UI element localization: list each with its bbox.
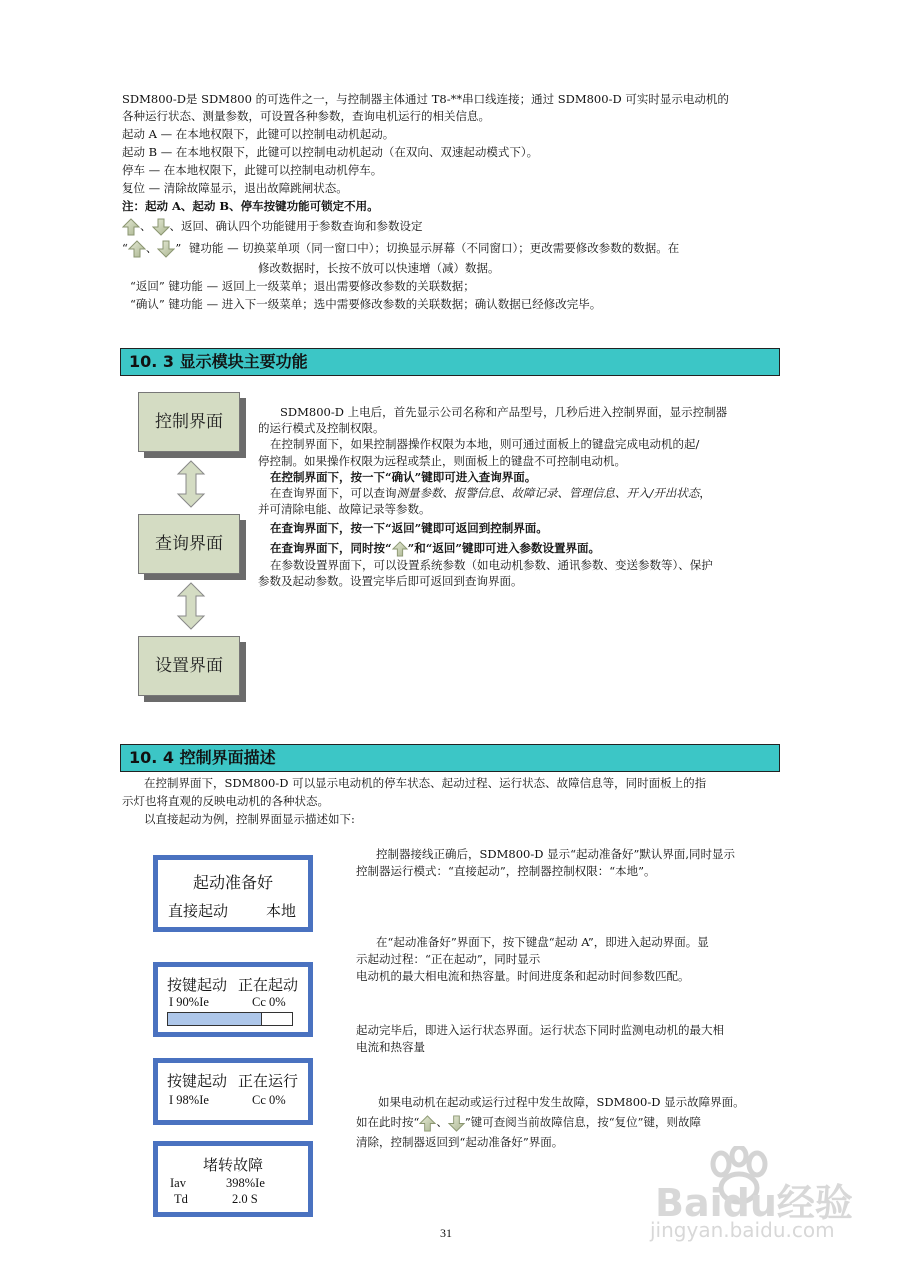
p2a: 在控制界面下，如果控制器操作权限为本地，则可通过面板上的键盘完成电动机的起/ bbox=[270, 437, 700, 452]
p4-pre: 在查询界面下，可以查询 bbox=[270, 486, 397, 501]
desc-fault bbox=[356, 1092, 796, 1152]
intro-reset: 复位 — 清除故障显示，退出故障跳闸状态。 bbox=[122, 181, 348, 195]
lcd-running-screen bbox=[153, 1058, 313, 1125]
keys-line bbox=[122, 218, 423, 236]
section-10-4-intro-1: 在控制界面下，SDM800-D 可以显示电动机的停车状态、起动过程、运行状态、故障信息等，同时面板上的指 bbox=[144, 776, 707, 790]
d2a: 在“起动准备好”界面下，按下键盘“起动 A”，即进入起动界面。显 bbox=[376, 935, 709, 949]
keys-sep: 、 bbox=[140, 219, 152, 233]
lcd-ready-screen bbox=[153, 855, 313, 932]
p6-pre: 在查询界面下，同时按“ bbox=[270, 540, 392, 555]
progress-fill bbox=[168, 1013, 262, 1025]
d2c: 电动机的最大相电流和热容量。时间进度条和起动时间参数匹配。 bbox=[356, 969, 690, 983]
lcd-thermal: Cc 0% bbox=[252, 1093, 286, 1107]
p3: 在控制界面下，按一下“确认”键即可进入查询界面。 bbox=[270, 469, 537, 484]
section-10-4-intro-2: 示灯也将直观的反映电动机的各种状态。 bbox=[122, 794, 329, 808]
lcd-fault-screen bbox=[153, 1141, 313, 1217]
d4c: 清除，控制器返回到“起动准备好”界面。 bbox=[356, 1135, 564, 1149]
p7a: 在参数设置界面下，可以设置系统参数（如电动机参数、通讯参数、变送参数等）、保护 bbox=[270, 557, 713, 572]
double-arrow-icon bbox=[176, 460, 206, 508]
p4-post: ， bbox=[699, 486, 711, 501]
lcd-fault-title: 堵转故障 bbox=[202, 1158, 263, 1174]
p6 bbox=[258, 540, 794, 557]
desc-running bbox=[356, 1022, 796, 1056]
up-arrow-icon bbox=[122, 218, 140, 236]
intro-start-a: 起动 A — 在本地权限下，此键可以控制电动机起动。 bbox=[122, 127, 395, 141]
d3a: 起动完毕后，即进入运行状态界面。运行状态下同时监测电动机的最大相 bbox=[356, 1023, 724, 1037]
lcd-current: I 90%Ie bbox=[169, 995, 209, 1009]
desc-ready bbox=[356, 846, 796, 880]
lcd-td-value: 2.0 S bbox=[232, 1192, 258, 1206]
double-arrow-icon bbox=[176, 582, 206, 630]
d1b: 控制器运行模式：“直接起动”，控制器控制权限：“本地”。 bbox=[356, 864, 656, 878]
d3b: 电流和热容量 bbox=[356, 1040, 425, 1054]
p4b: 并可清除电能、故障记录等参数。 bbox=[258, 502, 431, 517]
p6-post: ”和“返回”键即可进入参数设置界面。 bbox=[407, 540, 600, 555]
lcd-mode: 直接起动 bbox=[168, 904, 229, 920]
lcd-starting-screen bbox=[153, 962, 313, 1037]
control-screen-box: 控制界面 bbox=[138, 392, 240, 452]
down-arrow-icon bbox=[152, 218, 170, 236]
p5: 在查询界面下，按一下“返回”键即可返回到控制界面。 bbox=[270, 521, 548, 536]
intro-stop: 停车 — 在本地权限下，此键可以控制电动机停车。 bbox=[122, 163, 383, 177]
arrow-func-line-2: 修改数据时，长按不放可以快速增（减）数据。 bbox=[258, 261, 500, 275]
desc-starting bbox=[356, 934, 796, 985]
d4b-pre: 如在此时按“ bbox=[356, 1115, 420, 1129]
arrow-func-text: 键功能 — 切换菜单项（同一窗口中）；切换显示屏幕（不同窗口）；更改需要修改参数的数据。在 bbox=[188, 241, 680, 255]
p4-items: 测量参数、报警信息、故障记录、管理信息、开入/开出状态 bbox=[396, 486, 700, 501]
settings-screen-box: 设置界面 bbox=[138, 636, 240, 696]
ok-key-line: “确认” 键功能 — 进入下一级菜单；选中需要修改参数的关联数据；确认数据已经修改完毕。 bbox=[130, 297, 602, 311]
d4b-sep: 、 bbox=[436, 1115, 448, 1129]
quote-close: ” bbox=[175, 241, 182, 255]
d1a: 控制器接线正确后，SDM800-D 显示“起动准备好”默认界面,同时显示 bbox=[376, 847, 735, 861]
arrow-func-line bbox=[122, 240, 679, 258]
intro-line-1: SDM800-D是 SDM800 的可选件之一，与控制器主体通过 T8-**串口线连接；通过 SDM800-D 可实时显示电动机的 bbox=[122, 92, 729, 106]
down-arrow-icon bbox=[448, 1115, 465, 1132]
lcd-status: 正在运行 bbox=[238, 1074, 299, 1090]
intro-note: 注：起动 A、起动 B、停车按键功能可锁定不用。 bbox=[122, 199, 379, 213]
p2b: 停控制。如果操作权限为远程或禁止，则面板上的键盘不可控制电动机。 bbox=[258, 453, 626, 468]
up-arrow-icon bbox=[419, 1115, 436, 1132]
lcd-permission: 本地 bbox=[266, 904, 297, 920]
lcd-thermal: Cc 0% bbox=[252, 995, 286, 1009]
intro-line-2: 各种运行状态、测量参数，可设置各种参数，查询电机运行的相关信息。 bbox=[122, 109, 490, 123]
d4b bbox=[356, 1112, 796, 1132]
lcd-start-source: 按键起动 bbox=[167, 978, 228, 994]
section-10-3-text bbox=[258, 404, 794, 589]
d2b: 示起动过程：“正在起动”，同时显示 bbox=[356, 952, 541, 966]
up-arrow-icon bbox=[128, 240, 146, 258]
lcd-iav-label: Iav bbox=[170, 1176, 186, 1190]
watermark-url: jingyan.baidu.com bbox=[650, 1218, 835, 1242]
d4a: 如果电动机在起动或运行过程中发生故障，SDM800-D 显示故障界面。 bbox=[378, 1095, 745, 1109]
quote-open: “ bbox=[122, 241, 128, 255]
progress-bar bbox=[167, 1012, 293, 1026]
p4 bbox=[258, 485, 794, 501]
lcd-td-label: Td bbox=[174, 1192, 188, 1206]
lcd-title: 起动准备好 bbox=[192, 875, 273, 892]
intro-start-b: 起动 B — 在本地权限下，此键可以控制电动机起动（在双向、双速起动模式下）。 bbox=[122, 145, 539, 159]
d4b-post: ”键可查阅当前故障信息，按“复位”键，则故障 bbox=[464, 1115, 702, 1129]
page-number: 31 bbox=[440, 1226, 452, 1240]
p1b: 的运行模式及控制权限。 bbox=[258, 421, 385, 436]
p7b: 参数及起动参数。设置完毕后即可返回到查询界面。 bbox=[258, 573, 523, 588]
lcd-iav-value: 398%Ie bbox=[226, 1176, 265, 1190]
lcd-current: I 98%Ie bbox=[169, 1093, 209, 1107]
watermark-brand: Baidu经验 bbox=[655, 1181, 853, 1225]
keys-text: 、返回、确认四个功能键用于参数查询和参数设定 bbox=[169, 219, 423, 233]
p1a: SDM800-D 上电后，首先显示公司名称和产品型号，几秒后进入控制界面，显示控制器 bbox=[280, 405, 728, 419]
section-10-4-intro-3: 以直接起动为例，控制界面显示描述如下: bbox=[144, 812, 355, 826]
section-10-4-title: 10. 4 控制界面描述 bbox=[120, 744, 780, 772]
query-screen-box: 查询界面 bbox=[138, 514, 240, 574]
back-key-line: “返回” 键功能 — 返回上一级菜单；退出需要修改参数的关联数据； bbox=[130, 279, 475, 293]
down-arrow-icon bbox=[157, 240, 175, 258]
section-10-3-title: 10. 3 显示模块主要功能 bbox=[120, 348, 780, 376]
up-arrow-icon bbox=[392, 541, 408, 557]
lcd-start-source: 按键起动 bbox=[167, 1074, 228, 1090]
quote-sep: 、 bbox=[145, 241, 158, 255]
lcd-status: 正在起动 bbox=[238, 978, 299, 994]
